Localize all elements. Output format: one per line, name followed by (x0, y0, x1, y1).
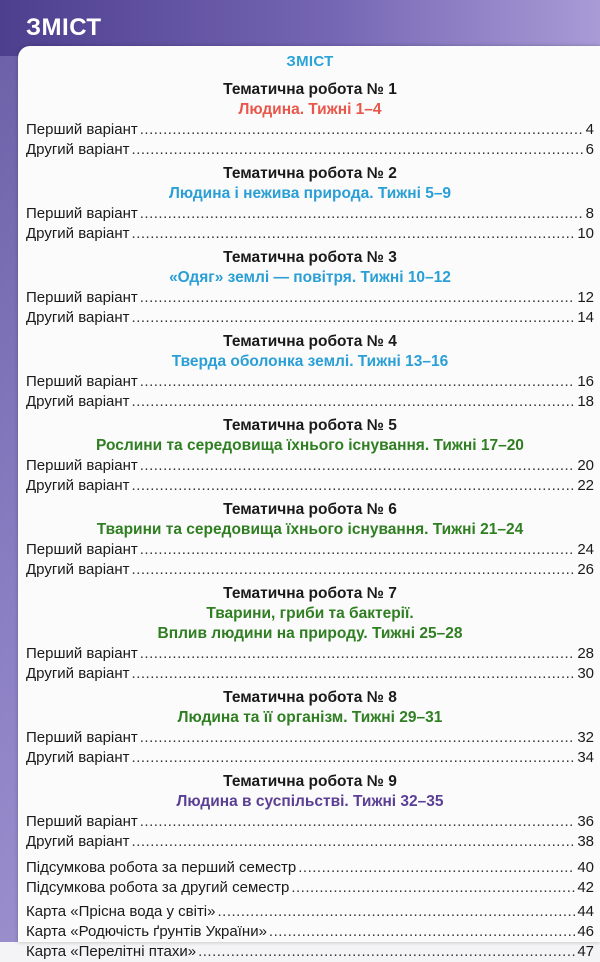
toc-entry-page: 42 (577, 879, 594, 896)
toc-entry-label: Другий варіант (26, 225, 130, 242)
dot-leader (140, 540, 576, 560)
work-subtitle: Вплив людини на природу. Тижні 25–28 (157, 625, 463, 642)
work-heading: Тематична робота № 4 (223, 333, 397, 350)
work-subtitle: Людина та її організм. Тижні 29–31 (177, 709, 443, 726)
work-heading: Тематична робота № 2 (223, 165, 397, 182)
dot-leader (140, 120, 584, 140)
dot-leader (298, 858, 575, 878)
toc-entry[interactable] (26, 224, 594, 244)
toc-work-block (26, 688, 594, 768)
dot-leader (132, 224, 576, 244)
toc-entry-page: 26 (577, 561, 594, 578)
toc-entry[interactable] (26, 748, 594, 768)
dot-leader (140, 204, 584, 224)
work-heading: Тематична робота № 8 (223, 689, 397, 706)
toc-entry-label: Карта «Прісна вода у світі» (26, 903, 216, 920)
toc-entry-label: Другий варіант (26, 393, 130, 410)
dot-leader (140, 288, 576, 308)
work-subtitle: Людина в суспільстві. Тижні 32–35 (176, 793, 444, 810)
dot-leader (140, 812, 576, 832)
work-subtitle: «Одяг» землі — повітря. Тижні 10–12 (169, 269, 451, 286)
toc-entry[interactable] (26, 456, 594, 476)
toc-work-block (26, 332, 594, 412)
dot-leader (132, 308, 576, 328)
work-heading: Тематична робота № 7 (223, 585, 397, 602)
work-subtitle: Людина і нежива природа. Тижні 5–9 (168, 185, 452, 202)
toc-entry-page: 46 (577, 923, 594, 940)
toc-work-block (26, 772, 594, 852)
toc-entry[interactable] (26, 832, 594, 852)
toc-entry-label: Другий варіант (26, 833, 130, 850)
toc-entry-page: 34 (577, 749, 594, 766)
toc-entry-label: Карта «Родючість ґрунтів України» (26, 923, 267, 940)
dot-leader (132, 664, 576, 684)
toc-work-block (26, 80, 594, 160)
toc-entry-page: 6 (585, 141, 594, 158)
dot-leader (198, 942, 575, 962)
header-title: ЗМІСТ (26, 14, 102, 41)
dot-leader (140, 456, 576, 476)
toc-entry-page: 10 (577, 225, 594, 242)
toc-entry-page: 20 (577, 457, 594, 474)
work-heading: Тематична робота № 1 (223, 81, 397, 98)
toc-entry-label: Підсумкова робота за другий семестр (26, 879, 290, 896)
toc-entry[interactable] (26, 392, 594, 412)
toc-entry[interactable] (26, 560, 594, 580)
work-heading: Тематична робота № 3 (223, 249, 397, 266)
dot-leader (140, 644, 576, 664)
toc-entry[interactable] (26, 858, 594, 878)
toc-entry[interactable] (26, 664, 594, 684)
toc-work-block (26, 164, 594, 244)
toc-entry-label: Перший варіант (26, 645, 138, 662)
toc-entry-page: 36 (577, 813, 594, 830)
work-heading: Тематична робота № 6 (223, 501, 397, 518)
toc-entry[interactable] (26, 476, 594, 496)
toc-entry-label: Підсумкова робота за перший семестр (26, 859, 297, 876)
dot-leader (132, 832, 576, 852)
toc-works (26, 80, 594, 852)
toc-entry[interactable] (26, 540, 594, 560)
toc-entry-label: Другий варіант (26, 309, 130, 326)
toc-entry[interactable] (26, 812, 594, 832)
toc-entry-label: Другий варіант (26, 665, 130, 682)
toc-entry-label: Другий варіант (26, 561, 130, 578)
work-subtitle: Тварини та середовища їхнього існування. Тижні 21–24 (96, 521, 524, 538)
dot-leader (132, 140, 584, 160)
toc-work-block (26, 584, 594, 684)
dot-leader (291, 878, 575, 898)
toc-entry-page: 14 (577, 309, 594, 326)
toc-entry-label: Перший варіант (26, 813, 138, 830)
toc-entry-page: 32 (577, 729, 594, 746)
toc-entry[interactable] (26, 140, 594, 160)
toc-entry-page: 18 (577, 393, 594, 410)
toc-entry-page: 47 (577, 943, 594, 960)
toc-entry-label: Перший варіант (26, 541, 138, 558)
work-subtitle: Людина. Тижні 1–4 (238, 101, 382, 118)
toc-entry[interactable] (26, 922, 594, 942)
toc-entry-page: 28 (577, 645, 594, 662)
toc-entry-page: 30 (577, 665, 594, 682)
dot-leader (269, 922, 575, 942)
work-heading: Тематична робота № 9 (223, 773, 397, 790)
dot-leader (132, 476, 576, 496)
toc-title: ЗМІСТ (286, 53, 334, 70)
work-subtitle: Тварини, гриби та бактерії. (206, 605, 414, 622)
toc-entry-page: 12 (577, 289, 594, 306)
dot-leader (132, 560, 576, 580)
toc-entry-page: 44 (577, 903, 594, 920)
toc-entry-label: Другий варіант (26, 477, 130, 494)
toc-entry[interactable] (26, 120, 594, 140)
toc-entry-label: Другий варіант (26, 141, 130, 158)
toc-entry-page: 22 (577, 477, 594, 494)
dot-leader (140, 372, 576, 392)
toc-work-block (26, 500, 594, 580)
toc-entry[interactable] (26, 204, 594, 224)
toc-entry[interactable] (26, 942, 594, 962)
toc-entry[interactable] (26, 902, 594, 922)
toc-entry-page: 16 (577, 373, 594, 390)
toc-entry-label: Перший варіант (26, 205, 138, 222)
work-subtitle: Тверда оболонка землі. Тижні 13–16 (171, 353, 449, 370)
toc-entry-page: 4 (585, 121, 594, 138)
toc-entry[interactable] (26, 728, 594, 748)
toc-entry-label: Карта «Перелітні птахи» (26, 943, 197, 960)
toc-entry-label: Перший варіант (26, 121, 138, 138)
dot-leader (132, 748, 576, 768)
toc-entry-label: Перший варіант (26, 289, 138, 306)
toc-entry-label: Перший варіант (26, 729, 138, 746)
toc-entry-label: Другий варіант (26, 749, 130, 766)
toc-entry[interactable] (26, 288, 594, 308)
toc-entry[interactable] (26, 644, 594, 664)
table-of-contents (26, 52, 594, 962)
toc-work-block (26, 416, 594, 496)
toc-entry-page: 40 (577, 859, 594, 876)
toc-entry[interactable] (26, 878, 594, 898)
toc-entry-page: 38 (577, 833, 594, 850)
dot-leader (218, 902, 576, 922)
toc-entry[interactable] (26, 308, 594, 328)
work-subtitle: Рослини та середовища їхнього існування. Тижні 17–20 (96, 437, 524, 454)
toc-maps-section (26, 902, 594, 962)
toc-entry-label: Перший варіант (26, 373, 138, 390)
dot-leader (132, 392, 576, 412)
toc-entry[interactable] (26, 372, 594, 392)
toc-entry-label: Перший варіант (26, 457, 138, 474)
work-heading: Тематична робота № 5 (223, 417, 397, 434)
toc-entry-page: 8 (585, 205, 594, 222)
toc-work-block (26, 248, 594, 328)
dot-leader (140, 728, 576, 748)
toc-entry-page: 24 (577, 541, 594, 558)
toc-summary-section (26, 858, 594, 898)
